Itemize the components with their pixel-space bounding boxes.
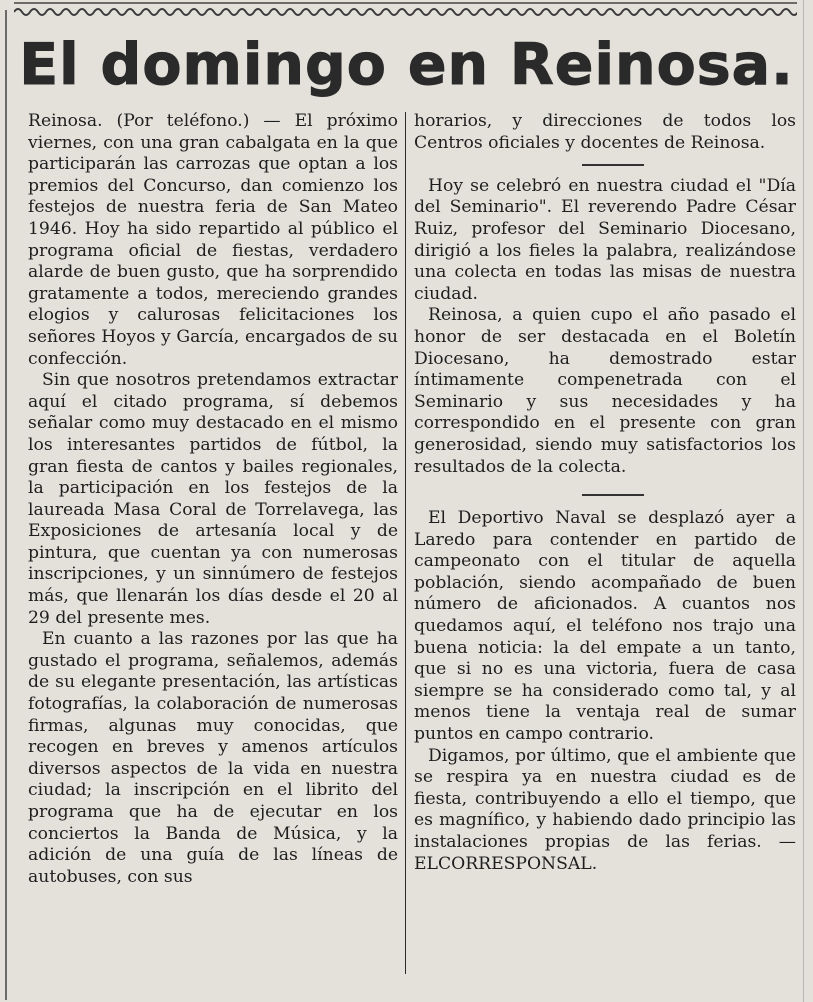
right-column (414, 111, 796, 875)
decorative-wavy-rule (14, 0, 797, 20)
paragraph-opening: Reinosa. (Por teléfono.) — El próximo viernes, con una gran cabalgata en la que participarán las carrozas que optan a los premios del Concurso, dan comienzo los festejos de nuestra feria de San Mateo 1946. Hoy ha sido repartido al público el programa oficial de fiestas, verdadero alarde de buen gusto, que ha sorprendido gratamente a todos, mereciendo grandes elogios y calurosas felicitaciones los señores Hoyos y García, encargados de su confección. (28, 111, 398, 369)
paragraph-colecta: Reinosa, a quien cupo el año pasado el honor de ser destacada en el Boletín Diocesano, ha demostrado estar íntimamente compenetrada con el Seminario y sus necesidades y ha correspondido en el presente con gran generosidad, siendo muy satisfactorios los resultados de la colecta. (414, 305, 796, 477)
paragraph-deportivo-naval: El Deportivo Naval se desplazó ayer a Laredo para contender en partido de campeonato con el titular de aquella población, siendo acompañado de buen número de aficionados. A cuantos nos quedamos aquí, el teléfono nos trajo una buena noticia: la del empate a un tanto, que si no es una victoria, fuera de casa siempre se ha considerado como tal, y al menos tiene la ventaja real de sumar puntos en campo contrario. (414, 508, 796, 745)
right-margin-rule (803, 0, 804, 1002)
left-column (28, 111, 398, 888)
section-separator (414, 478, 796, 508)
paragraph-reasons: En cuanto a las razones por las que ha gustado el programa, señalemos, además de su elegante presentación, las artísticas fotografías, la colaboración de numerosas firmas, algunas muy conocidas, que recogen en breves y amenos artículos diversos aspectos de la vida en nuestra ciudad; la inscripción en el librito del programa que ha de ejecutar en los conciertos la Banda de Música, y la adición de una guía de las líneas de autobuses, con sus (28, 629, 398, 887)
paragraph-programme: Sin que nosotros pretendamos extractar aquí el citado programa, sí debemos señalar como muy destacado en el mismo los interesantes partidos de fútbol, la gran fiesta de cantos y bailes regionales, la participación en los festejos de la laureada Masa Coral de Torrelavega, las Exposiciones de artesanía local y de pintura, que cuentan ya con numerosas inscripciones, y un sinnúmero de festejos más, que llenarán los días desde el 20 al 29 del presente mes. (28, 370, 398, 628)
article-headline: El domingo en Reinosa. (19, 32, 794, 98)
paragraph-seminario: Hoy se celebró en nuestra ciudad el "Día del Seminario". El reverendo Padre César Ruiz, profesor del Seminario Diocesano, dirigió a los fieles la palabra, realizándose una colecta en todas las misas de nuestra ciudad. (414, 175, 796, 304)
paragraph-closing: Digamos, por último, que el ambiente que se respira ya en nuestra ciudad es de fiesta, contribuyendo a ello el tiempo, que es magnífico, y habiendo dado principio las instalaciones propias de las ferias. —ELCORRESPONSAL. (414, 745, 796, 874)
paragraph-continuation: horarios, y direcciones de todos los Centros oficiales y docentes de Reinosa. (414, 111, 796, 153)
left-margin-rule (5, 10, 7, 1000)
section-separator (414, 154, 796, 176)
column-divider (405, 112, 406, 974)
